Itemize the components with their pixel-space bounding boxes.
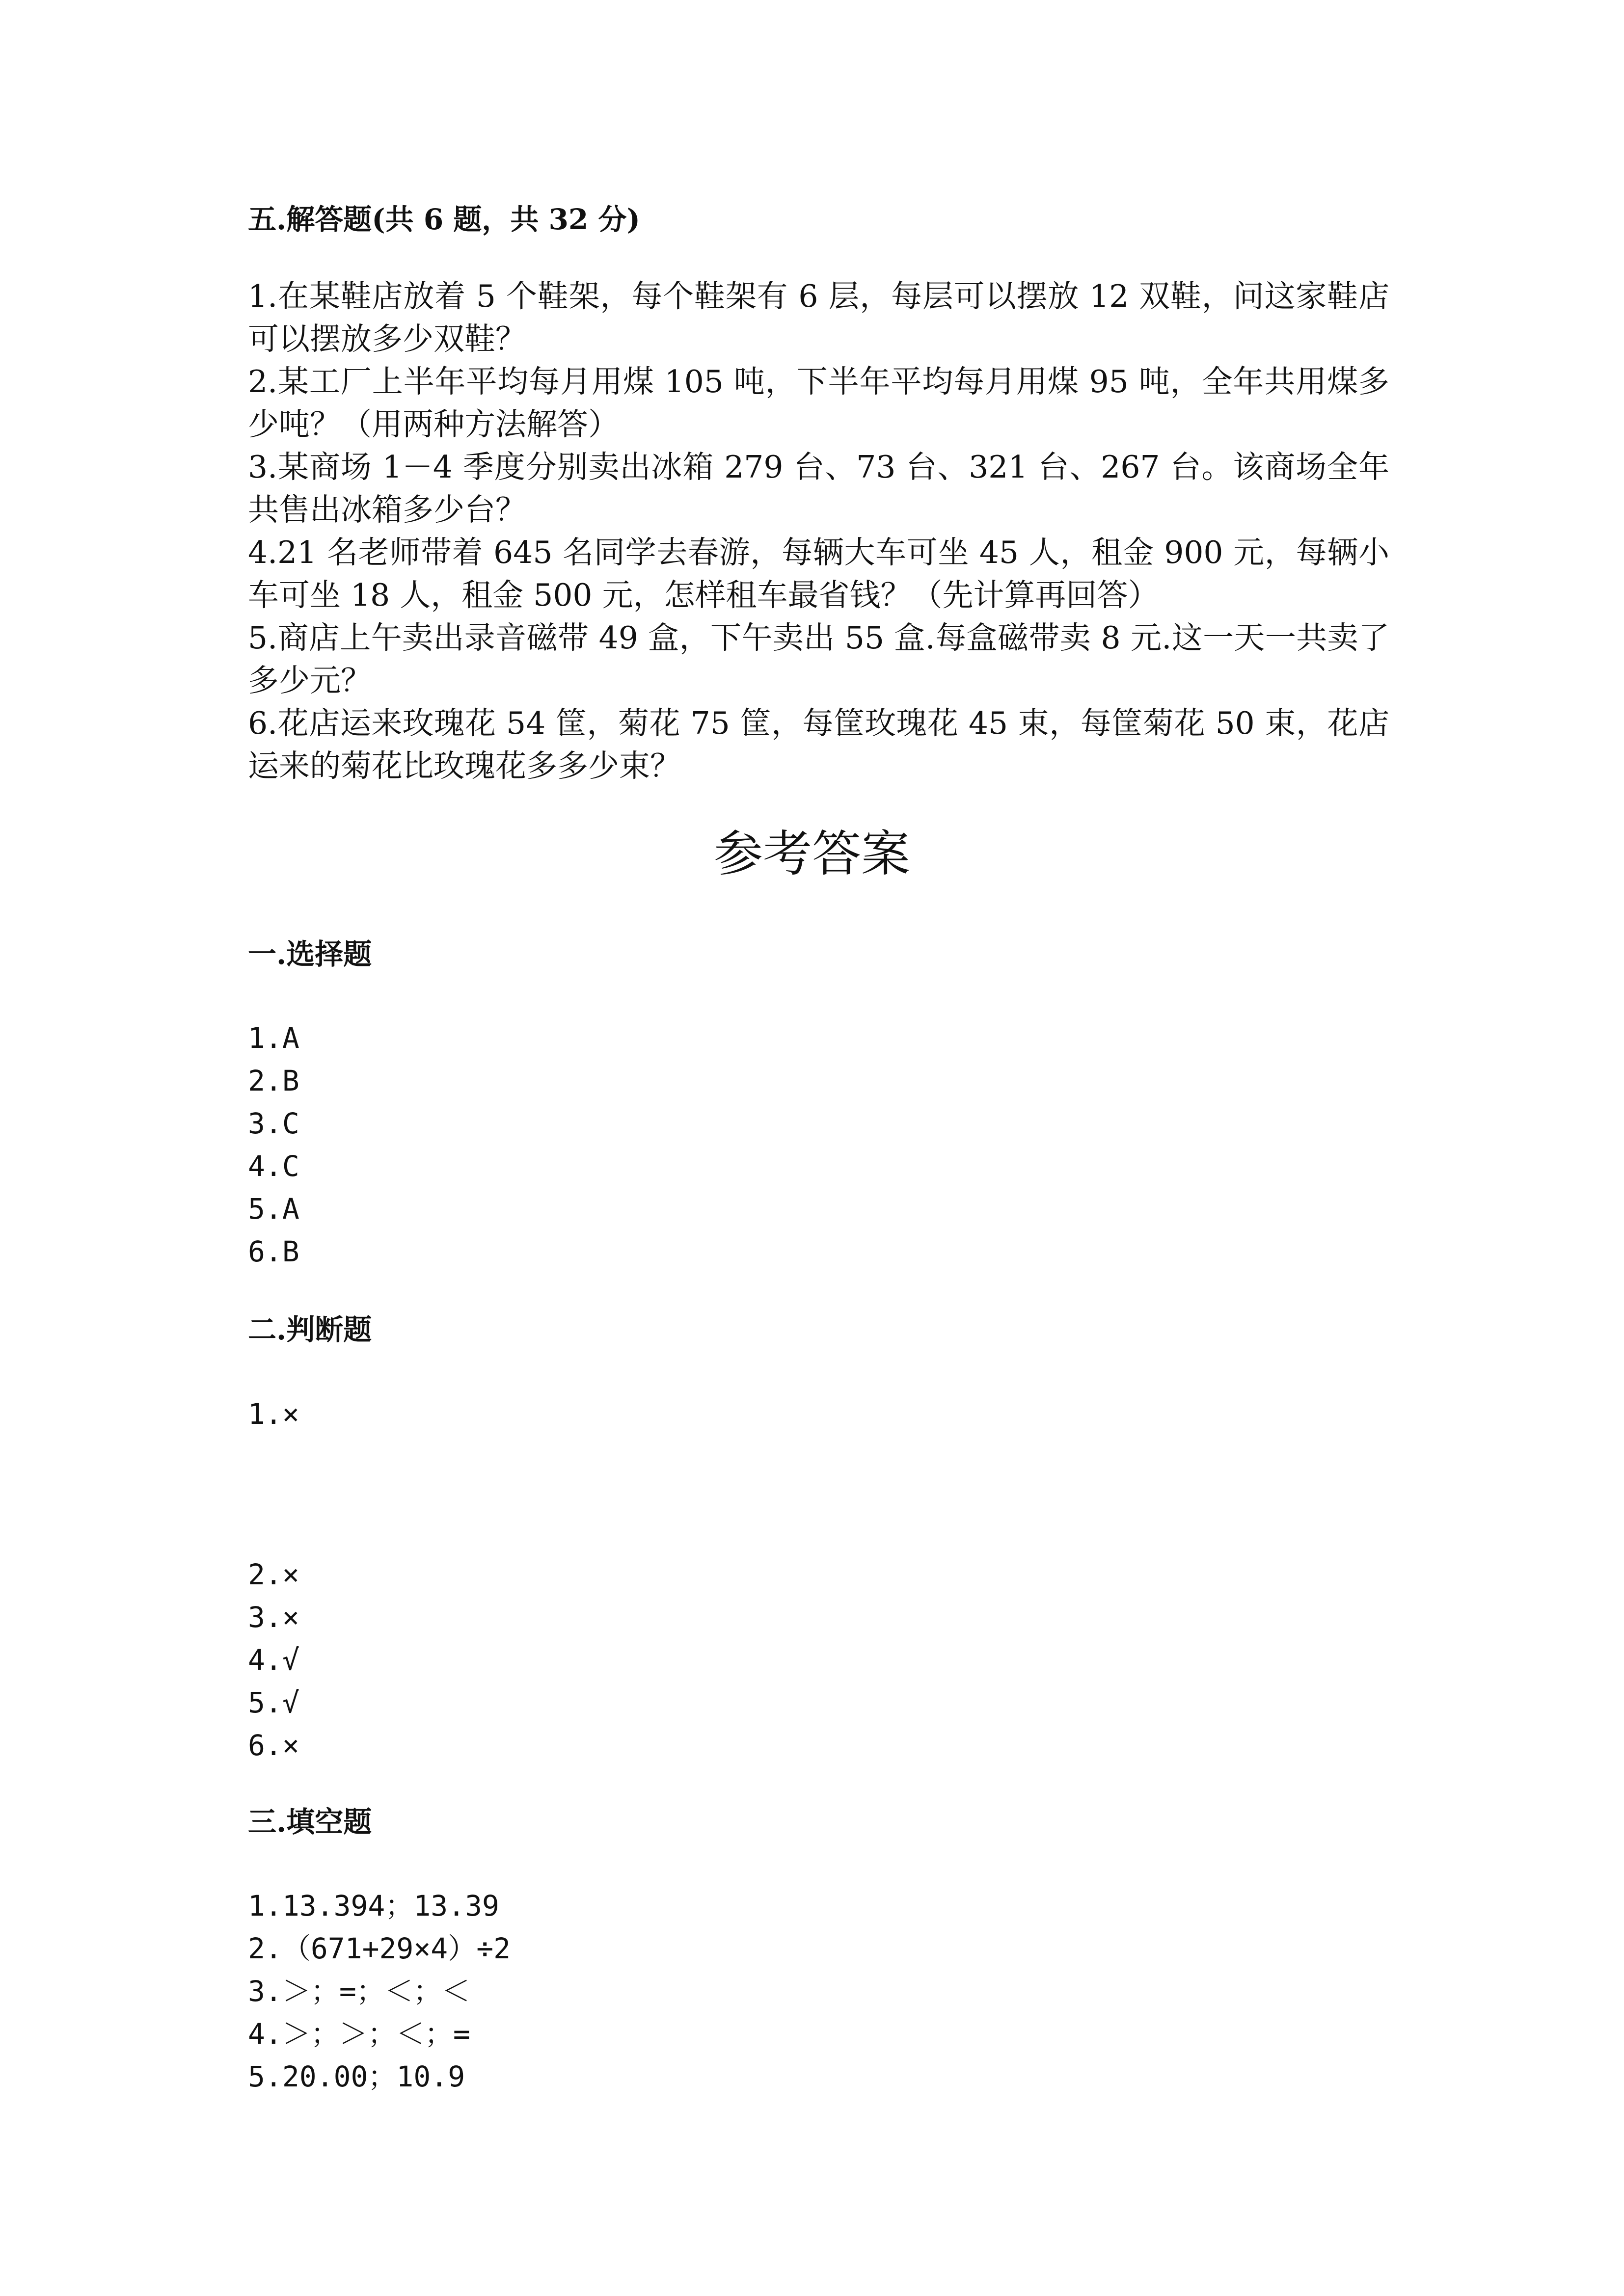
- answer-item: 1.×: [248, 1397, 299, 1431]
- answer-item: 5.20.00；10.9: [248, 2060, 465, 2093]
- answer-item: 2.B: [248, 1064, 299, 1097]
- answer-item: 6.×: [248, 1729, 299, 1762]
- answer-item: 5.A: [248, 1192, 299, 1226]
- answer-item: 1.13.394；13.39: [248, 1889, 499, 1922]
- fill-section-heading: 三.填空题: [248, 1805, 372, 1839]
- answer-item: 4.√: [248, 1643, 299, 1677]
- answer-item: 5.√: [248, 1686, 299, 1719]
- problem-item: 6.花店运来玫瑰花 54 筐，菊花 75 筐，每筐玫瑰花 45 束，每筐菊花 50 束，花店运来的菊花比玫瑰花多多少束？: [248, 705, 1389, 784]
- problem-item: 3.某商场 1－4 季度分别卖出冰箱 279 台、73 台、321 台、267 台。该商场全年共售出冰箱多少台？: [248, 449, 1389, 528]
- judge-section-heading: 二.判断题: [248, 1313, 372, 1346]
- answer-item: 2.×: [248, 1558, 299, 1591]
- answer-key-title: 参考答案: [714, 825, 910, 882]
- judge-answer-list: [248, 1553, 299, 1767]
- answer-item: 6.B: [248, 1235, 299, 1268]
- answer-item: 3.＞；=；＜；＜: [248, 1975, 470, 2008]
- answer-item: 1.A: [248, 1021, 299, 1055]
- answer-item: 4.C: [248, 1149, 299, 1183]
- judge-answer-first: [248, 1393, 299, 1436]
- problem-item: 2.某工厂上半年平均每月用煤 105 吨，下半年平均每月用煤 95 吨，全年共用煤多少吨？（用两种方法解答）: [248, 364, 1389, 442]
- problem-item: 4.21 名老师带着 645 名同学去春游，每辆大车可坐 45 人，租金 900 元，每辆小车可坐 18 人，租金 500 元，怎样租车最省钱？（先计算再回答）: [248, 534, 1389, 613]
- answer-item: 4.＞；＞；＜；=: [248, 2017, 470, 2051]
- fill-answer-list: [248, 1885, 511, 2098]
- section-5-heading: 五.解答题(共 6 题，共 32 分): [248, 203, 640, 236]
- answer-item: 3.×: [248, 1601, 299, 1634]
- answer-item: 3.C: [248, 1107, 299, 1140]
- choice-answer-list: [248, 1017, 299, 1273]
- problem-list: [248, 275, 1389, 787]
- problem-item: 1.在某鞋店放着 5 个鞋架，每个鞋架有 6 层，每层可以摆放 12 双鞋，问这家鞋店可以摆放多少双鞋？: [248, 278, 1389, 357]
- problem-item: 5.商店上午卖出录音磁带 49 盒，下午卖出 55 盒.每盒磁带卖 8 元.这一天一共卖了多少元？: [248, 620, 1389, 698]
- answer-item: 2.（671+29×4）÷2: [248, 1932, 511, 1965]
- choice-section-heading: 一.选择题: [248, 937, 372, 971]
